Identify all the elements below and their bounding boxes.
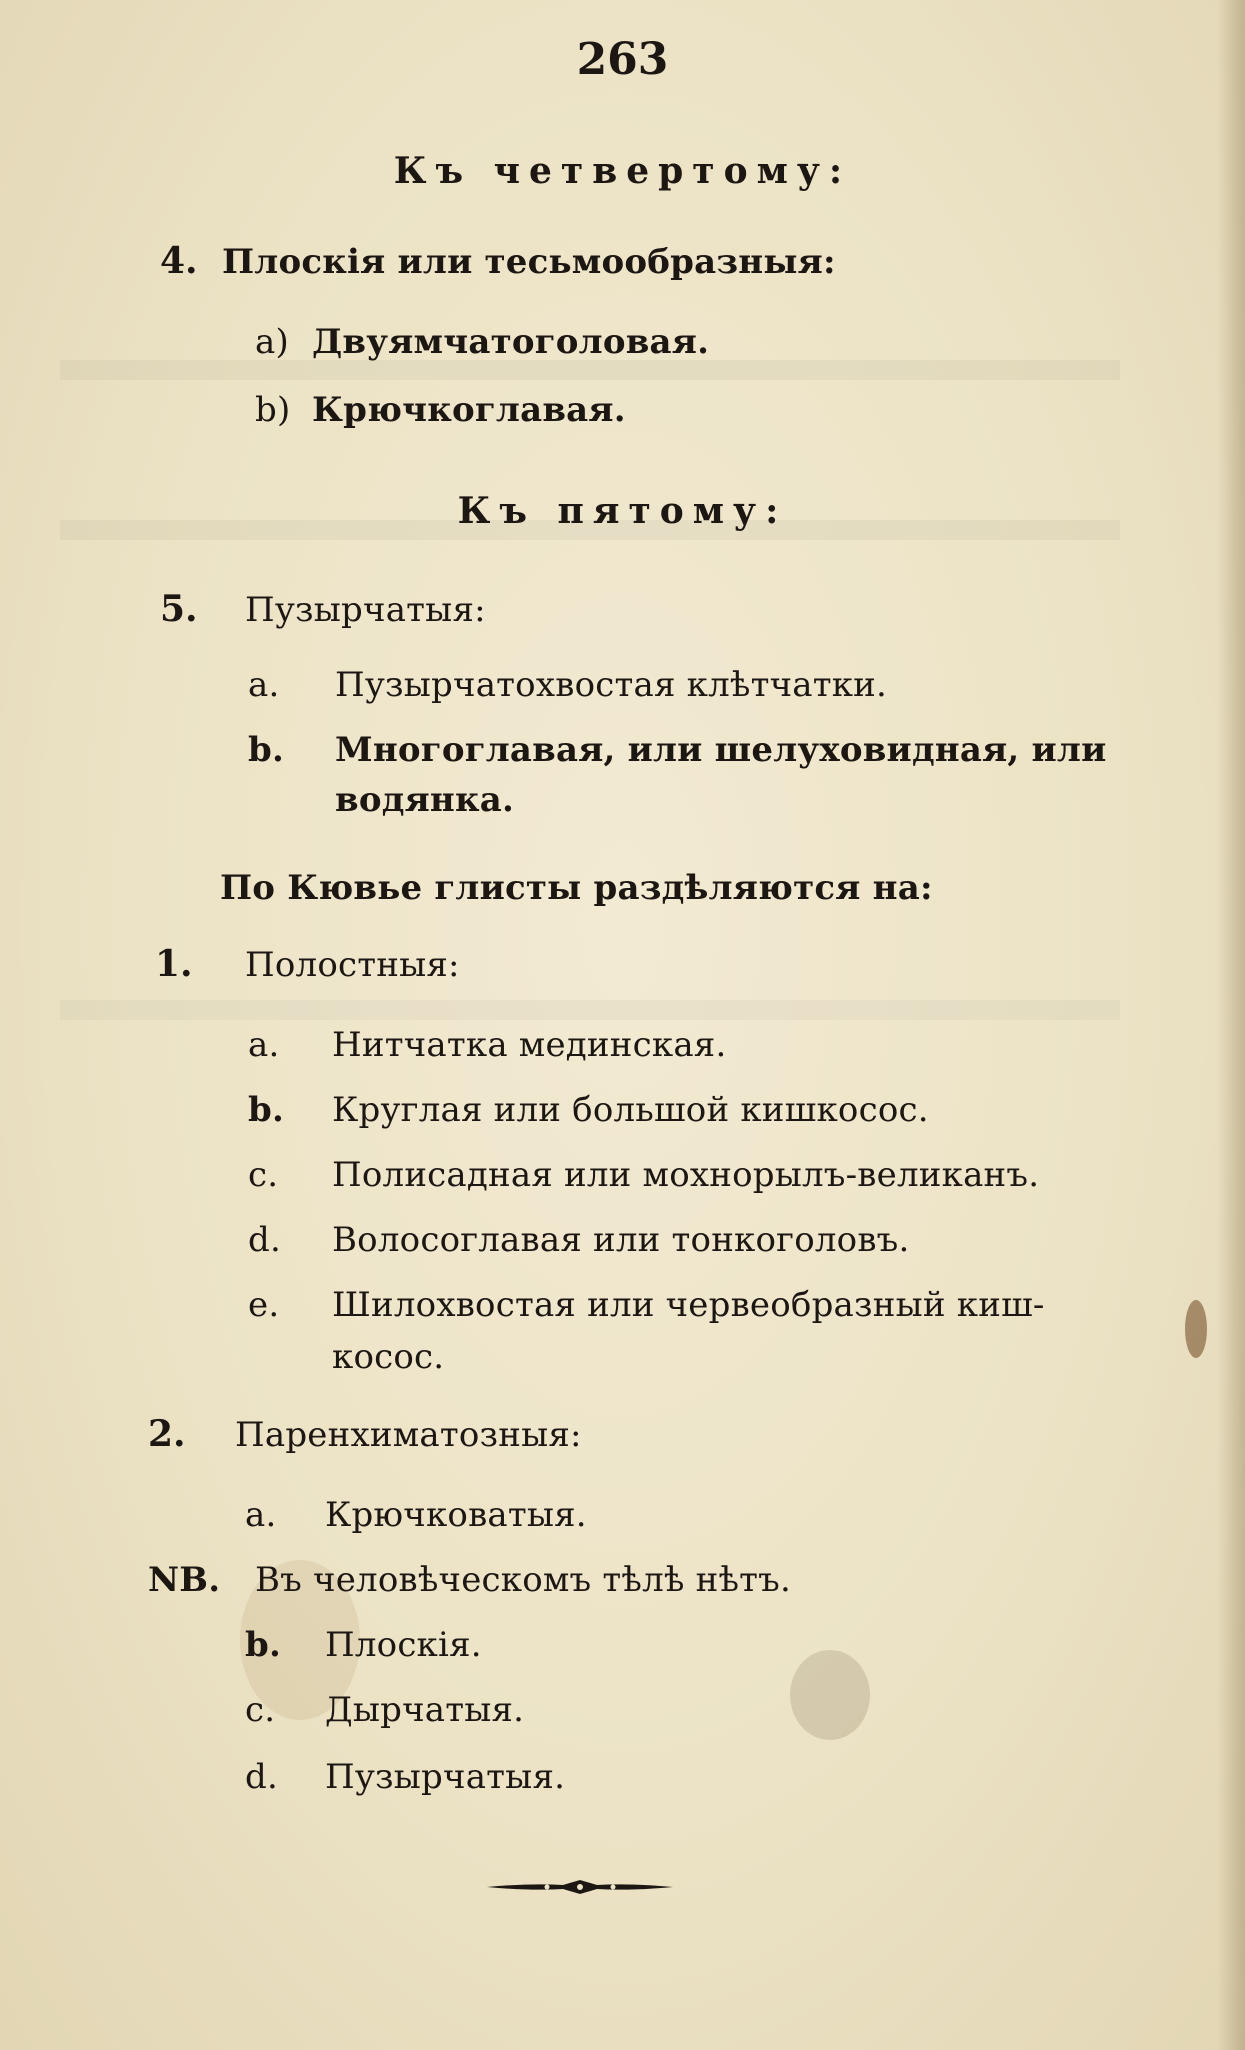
item-title: Паренхиматозныя: (235, 1415, 582, 1455)
list-item-text: Двуямчатоголовая. (312, 322, 710, 362)
list-item-text: Круглая или большой кишкосос. (332, 1090, 929, 1130)
list-item-text: Пузырчатохвостая клѣтчатки. (335, 665, 888, 705)
list-item-text: Плоскія. (325, 1625, 482, 1665)
list-marker: a. (248, 665, 280, 705)
note-marker: NB. (148, 1560, 221, 1600)
list-marker: b. (248, 730, 285, 770)
page-edge-shadow (1217, 0, 1245, 2050)
item-title: Пузырчатыя: (245, 590, 486, 630)
list-item-continuation: косос. (332, 1337, 445, 1377)
list-marker: b) (255, 390, 291, 430)
list-item-text: Полисадная или мохнорылъ-великанъ. (332, 1155, 1040, 1195)
item-number: 5. (160, 588, 198, 630)
list-marker: a) (255, 322, 289, 362)
list-item-text: Многоглавая, или шелуховидная, или (335, 730, 1107, 770)
item-number: 4. (160, 240, 198, 282)
list-marker: b. (245, 1625, 282, 1665)
item-number: 1. (155, 943, 193, 985)
list-marker: a. (248, 1025, 280, 1065)
tailpiece-ornament-icon (485, 1872, 675, 1902)
item-number: 2. (148, 1413, 186, 1455)
list-item-text: Волосоглавая или тонкоголовъ. (332, 1220, 910, 1260)
list-item-text: Дырчатыя. (325, 1690, 525, 1730)
list-marker: b. (248, 1090, 285, 1130)
list-item-text: Пузырчатыя. (325, 1757, 566, 1797)
cuvier-intro: По Кювье глисты раздѣляются на: (220, 868, 933, 908)
page-number: 263 (576, 34, 669, 85)
list-marker: a. (245, 1495, 277, 1535)
paper-stain (1185, 1300, 1207, 1358)
list-marker: e. (248, 1285, 280, 1325)
item-title: Полостныя: (245, 945, 460, 985)
list-item-text: Шилохвостая или червеобразный киш- (332, 1285, 1045, 1325)
note-text: Въ человѣческомъ тѣлѣ нѣтъ. (255, 1560, 792, 1600)
list-marker: c. (245, 1690, 276, 1730)
list-marker: c. (248, 1155, 279, 1195)
list-item-text: Крючковатыя. (325, 1495, 587, 1535)
section-heading-4: Къ четвертому: (393, 150, 852, 192)
section-heading-5: Къ пятому: (457, 490, 788, 532)
paper-stain (790, 1650, 870, 1740)
list-item-continuation: водянка. (335, 780, 514, 820)
list-item-text: Нитчатка мединская. (332, 1025, 727, 1065)
bleed-through-shadow (60, 360, 1120, 380)
list-marker: d. (248, 1220, 281, 1260)
item-title: Плоскія или тесьмообразныя: (222, 242, 836, 282)
list-marker: d. (245, 1757, 278, 1797)
bleed-through-shadow (60, 1000, 1120, 1020)
list-item-text: Крючкоглавая. (312, 390, 626, 430)
